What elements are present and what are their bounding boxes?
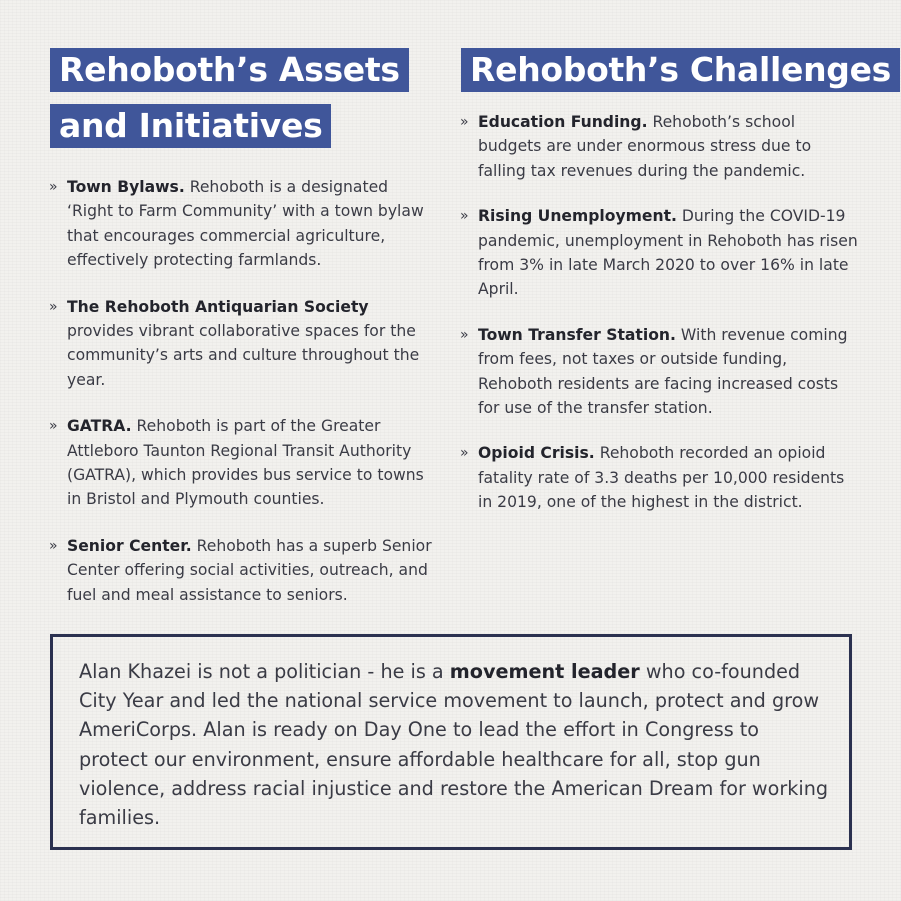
item-text: Rehoboth recorded an opioid fatality rate of 3.3 deaths per 10,000 residents in 2019, one of the highest in the district.: [478, 444, 845, 512]
bullet-chevron-icon: »: [460, 208, 469, 225]
assets-list: [50, 175, 435, 607]
item-text: provides vibrant collaborative spaces for the community’s arts and culture throughout the year.: [67, 322, 420, 389]
list-item: [50, 295, 435, 393]
assets-heading-line-2: and Initiatives: [50, 104, 331, 148]
list-item: [461, 110, 861, 183]
list-item: [50, 534, 435, 607]
callout-text-before: Alan Khazei is not a politician - he is a: [79, 660, 450, 683]
bullet-chevron-icon: »: [460, 445, 469, 462]
candidate-callout-box: [50, 634, 852, 850]
bullet-chevron-icon: »: [49, 179, 58, 195]
bullet-chevron-icon: »: [49, 298, 58, 315]
item-lead: Education Funding.: [478, 113, 648, 131]
item-text: With revenue coming from fees, not taxes or outside funding, Rehoboth residents are facing increased costs for use of the transfer station.: [478, 325, 848, 418]
list-item: [50, 414, 435, 512]
list-item: [461, 204, 861, 302]
bullet-chevron-icon: »: [49, 418, 58, 435]
bullet-chevron-icon: »: [460, 114, 469, 130]
bullet-chevron-icon: »: [49, 537, 58, 554]
assets-heading-line-1: Rehoboth’s Assets: [50, 48, 409, 92]
item-text: Rehoboth is part of the Greater Attleboro Taunton Regional Transit Authority (GATRA), which provides bus service to towns in Bristol and Plymouth counties.: [67, 417, 424, 509]
assets-heading: [50, 48, 435, 160]
challenges-heading-line: Rehoboth’s Challenges: [461, 48, 900, 92]
item-lead: Opioid Crisis.: [478, 444, 595, 463]
list-item: [461, 323, 861, 421]
challenges-list: [461, 110, 861, 515]
callout-text-after: who co-founded City Year and led the national service movement to launch, protect and grow AmeriCorps. Alan is ready on Day One to lead the effort in Congress to protect our environment, ensure affordable healthcare for all, stop gun violence, address racial injustice and restore the American Dream for working families.: [79, 660, 829, 830]
challenges-heading: [461, 48, 892, 92]
callout-emphasis: movement leader: [449, 660, 640, 683]
item-lead: Rising Unemployment.: [478, 207, 677, 226]
item-text: Rehoboth is a designated ‘Right to Farm Community’ with a town bylaw that encourages commercial agriculture, effectively protecting farmlands.: [67, 178, 424, 270]
item-text: During the COVID-19 pandemic, unemployment in Rehoboth has risen from 3% in late March 2020 to over 16% in late April.: [478, 207, 858, 299]
item-lead: Town Transfer Station.: [478, 325, 676, 344]
item-text: Rehoboth has a superb Senior Center offering social activities, outreach, and fuel and meal assistance to seniors.: [67, 536, 432, 604]
list-item: [50, 175, 435, 273]
item-lead: Senior Center.: [67, 536, 192, 555]
bullet-chevron-icon: »: [460, 326, 469, 343]
assets-column: [50, 48, 435, 629]
item-lead: GATRA.: [67, 417, 132, 436]
item-lead: Town Bylaws.: [67, 178, 185, 196]
list-item: [461, 441, 861, 514]
item-text: Rehoboth’s school budgets are under enormous stress due to falling tax revenues during the pandemic.: [478, 113, 812, 180]
item-lead: The Rehoboth Antiquarian Society: [67, 297, 369, 316]
challenges-column: [460, 48, 892, 536]
